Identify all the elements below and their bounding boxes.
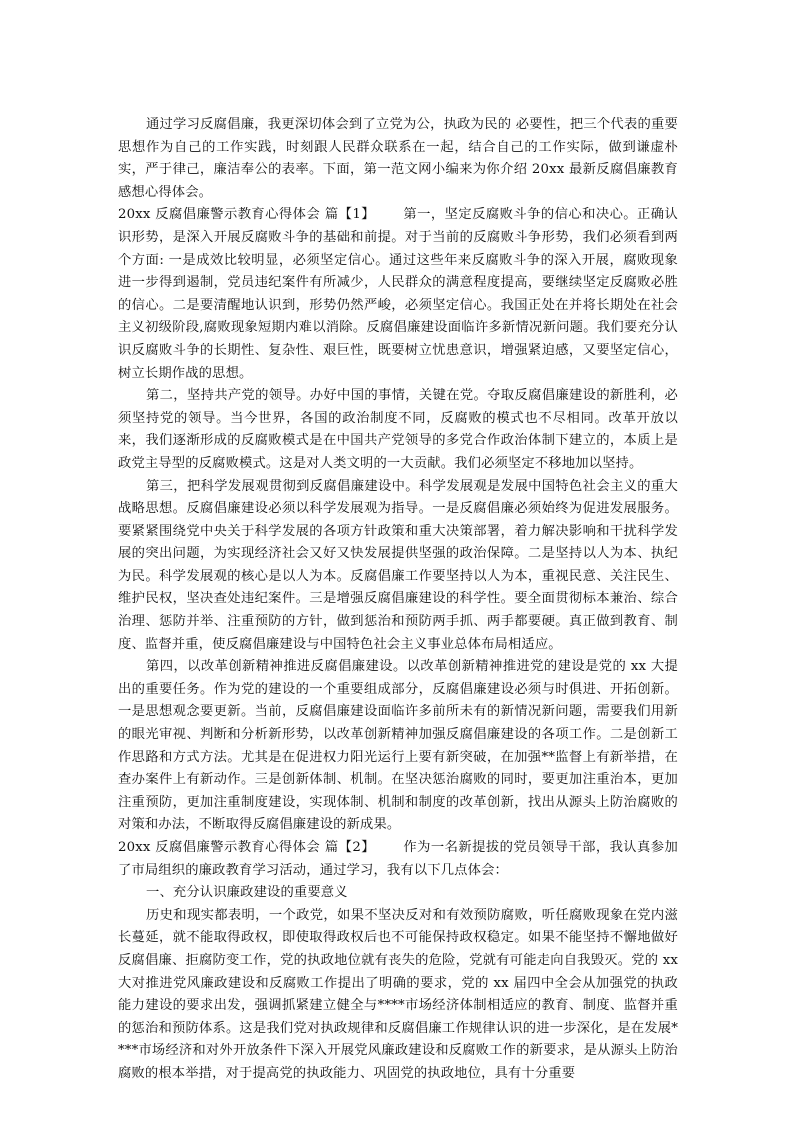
section1-paragraph-2: 第二，坚持共产党的领导。办好中国的事情，关键在党。夺取反腐倡廉建设的新胜利，必须坚持党的领导。当今世界，各国的政治制度不同，反腐败的模式也不尽相同。改革开放以来，我们逐渐形成的反腐败模式是在中国共产党领导的多党合作政治体制下建立的，本质上是政党主导型的反腐败模式。这是对人类文明的一大贡献。我们必须坚定不移地加以坚持。 bbox=[118, 388, 678, 471]
section2-heading: 20xx 反腐倡廉警示教育心得体会 篇【2】 bbox=[118, 840, 376, 855]
intro-paragraph: 通过学习反腐倡廉，我更深切体会到了立党为公，执政为民的 必要性，把三个代表的重要思想作为自己的工作实践，时刻跟人民群众联系在一起，结合自己的工作实际，做到谦虚朴实，严于律己，廉洁奉公的表率。下面，第一范文网小编来为你介绍 20xx 最新反腐倡廉教育感想心得体会。 bbox=[118, 117, 678, 200]
section1-paragraph-3: 第三，把科学发展观贯彻到反腐倡廉建设中。科学发展观是发展中国特色社会主义的重大战略思想。反腐倡廉建设必须以科学发展观为指导。一是反腐倡廉必须始终为促进发展服务。要紧紧围绕党中央关于科学发展的各项方针政策和重大决策部署，着力解决影响和干扰科学发展的突出问题，为实现经济社会又好又快发展提供坚强的政治保障。二是坚持以人为本、执纪为民。科学发展观的核心是以人为本。反腐倡廉工作要坚持以人为本，重视民意、关注民生、维护民权，坚决查处违纪案件。三是增强反腐倡廉建设的科学性。要全面贯彻标本兼治、综合治理、惩防并举、注重预防的方针，做到惩治和预防两手抓、两手都要硬。真正做到教育、制度、监督并重，使反腐倡廉建设与中国特色社会主义事业总体布局相适应。 bbox=[118, 478, 678, 652]
section2-paragraph-1: 作为一名新提拔的党员领导干部，我认真参加了市局组织的廉政教育学习活动，通过学习，我有以下几点体会： bbox=[118, 840, 679, 878]
document-page bbox=[118, 114, 678, 1086]
section1-paragraph-4: 第四，以改革创新精神推进反腐倡廉建设。以改革创新精神推进党的建设是党的 xx 大提出的重要任务。作为党的建设的一个重要组成部分，反腐倡廉建设必须与时俱进、开拓创新。一是思想观念要更新。当前，反腐倡廉建设面临许多前所未有的新情况新问题，需要我们用新的眼光审视、判断和分析新形势，以改革创新精神加强反腐倡廉建设的各项工作。二是创新工作思路和方式方法。尤其是在促进权力阳光运行上要有新突破，在加强**监督上有新举措，在查办案件上有新动作。三是创新体制、机制。在坚决惩治腐败的同时，要更加注重治本，更加注重预防，更加注重制度建设，实现体制、机制和制度的改革创新，找出从源头上防治腐败的对策和办法，不断取得反腐倡廉建设的新成果。 bbox=[118, 659, 678, 833]
section2-first-paragraph bbox=[118, 837, 678, 882]
section1-paragraph-1: 第一，坚定反腐败斗争的信心和决心。正确认识形势，是深入开展反腐败斗争的基础和前提。对于当前的反腐败斗争形势，我们必须看到两个方面: 一是成效比较明显，必须坚定信心。通过这些年来反腐败斗争的深入开展，腐败现象进一步得到遏制，党员违纪案件有所减少，人民群众的满意程度提高，要继续坚定反腐败必胜的信心。二是要清醒地认识到，形势仍然严峻，必须坚定信心。我国正处在并将长期处在社会主义初级阶段,腐败现象短期内难以消除。反腐倡廉建设面临许多新情况新问题。我们要充分认识反腐败斗争的长期性、复杂性、艰巨性，既要树立忧患意识，增强紧迫感，又要坚定信心，树立长期作战的思想。 bbox=[118, 207, 679, 381]
section1-heading: 20xx 反腐倡廉警示教育心得体会 篇【1】 bbox=[118, 207, 376, 223]
section2-paragraph-2: 历史和现实都表明，一个政党，如果不坚决反对和有效预防腐败，听任腐败现象在党内滋长蔓延，就不能取得政权，即使取得政权后也不可能保持政权稳定。如果不能坚持不懈地做好反腐倡廉、拒腐防变工作，党的执政地位就有丧失的危险，党就有可能走向自我毁灭。党的 xx 大对推进党风廉政建设和反腐败工作提出了明确的要求，党的 xx 届四中全会从加强党的执政能力建设的要求出发，强调抓紧建立健全与****市场经济体制相适应的教育、制度、监督并重的惩治和预防体系。这是我们党对执政规律和反腐倡廉工作规律认识的进一步深化，是在发展****市场经济和对外开放条件下深入开展党风廉政建设和反腐败工作的新要求，是从源头上防治腐败的根本举措，对于提高党的执政能力、巩固党的执政地位，具有十分重要 bbox=[118, 907, 678, 1081]
section1-first-paragraph bbox=[118, 204, 678, 385]
subheading-1: 一、充分认识廉政建设的重要意义 bbox=[146, 885, 348, 901]
